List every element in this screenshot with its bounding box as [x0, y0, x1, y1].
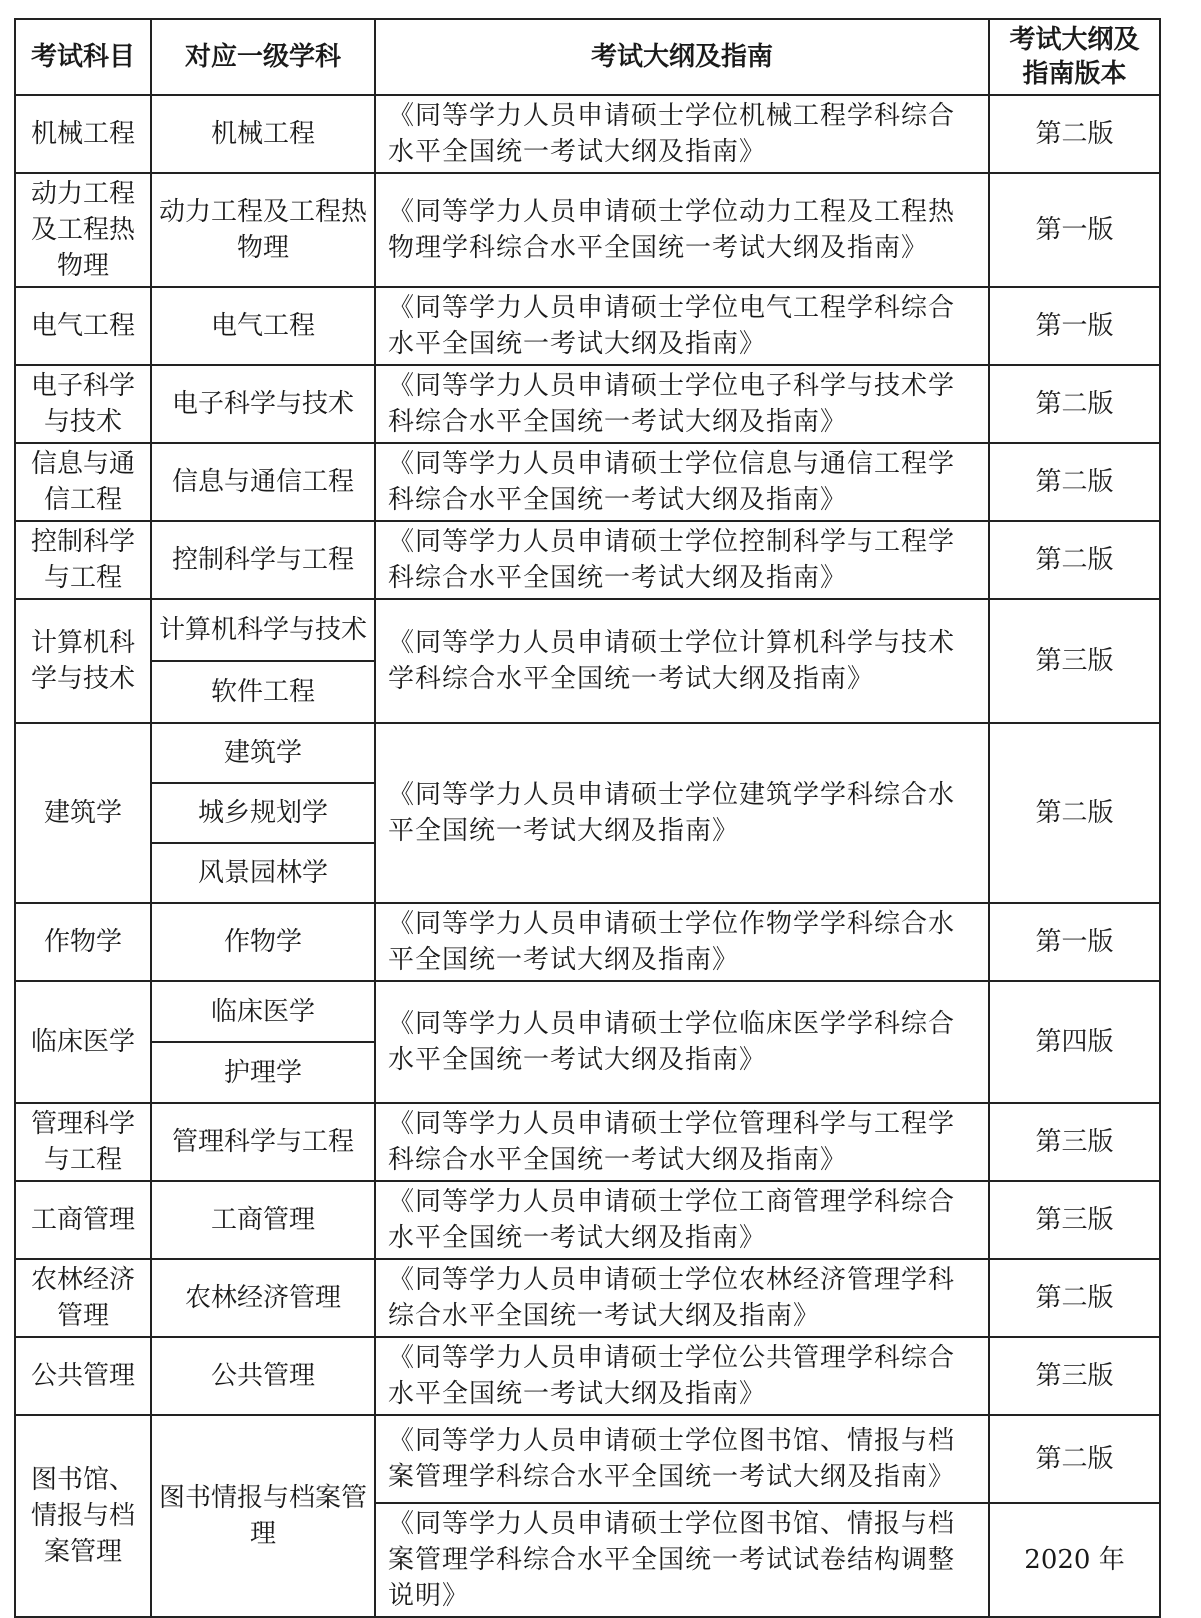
version-cell: 2020 年	[989, 1503, 1160, 1617]
table-row	[15, 723, 1160, 783]
guide-cell: 《同等学力人员申请硕士学位电子科学与技术学科综合水平全国统一考试大纲及指南》	[375, 365, 989, 443]
subject-cell: 计算机科学与技术	[15, 599, 151, 723]
table-row	[15, 365, 1160, 443]
guide-cell: 《同等学力人员申请硕士学位图书馆、情报与档案管理学科综合水平全国统一考试大纲及指南》	[375, 1415, 989, 1503]
table-body	[15, 95, 1160, 1617]
discipline-cell: 风景园林学	[151, 843, 375, 903]
discipline-cell: 电子科学与技术	[151, 365, 375, 443]
table-row	[15, 287, 1160, 365]
guide-cell: 《同等学力人员申请硕士学位信息与通信工程学科综合水平全国统一考试大纲及指南》	[375, 443, 989, 521]
table-row	[15, 599, 1160, 661]
version-cell: 第二版	[989, 723, 1160, 903]
guide-cell: 《同等学力人员申请硕士学位作物学学科综合水平全国统一考试大纲及指南》	[375, 903, 989, 981]
discipline-cell: 公共管理	[151, 1337, 375, 1415]
subject-cell: 作物学	[15, 903, 151, 981]
discipline-cell: 护理学	[151, 1042, 375, 1103]
subject-cell: 电气工程	[15, 287, 151, 365]
version-cell: 第三版	[989, 1337, 1160, 1415]
discipline-cell: 机械工程	[151, 95, 375, 173]
version-cell: 第三版	[989, 599, 1160, 723]
guide-cell: 《同等学力人员申请硕士学位工商管理学科综合水平全国统一考试大纲及指南》	[375, 1181, 989, 1259]
discipline-cell: 农林经济管理	[151, 1259, 375, 1337]
discipline-cell: 临床医学	[151, 981, 375, 1042]
table-row	[15, 1415, 1160, 1503]
table-row	[15, 981, 1160, 1042]
version-cell: 第一版	[989, 173, 1160, 287]
table-row	[15, 95, 1160, 173]
discipline-cell: 工商管理	[151, 1181, 375, 1259]
discipline-cell: 电气工程	[151, 287, 375, 365]
discipline-cell: 软件工程	[151, 661, 375, 723]
header-discipline: 对应一级学科	[151, 19, 375, 95]
table-row	[15, 443, 1160, 521]
subject-cell: 管理科学与工程	[15, 1103, 151, 1181]
header-subject: 考试科目	[15, 19, 151, 95]
guide-cell: 《同等学力人员申请硕士学位电气工程学科综合水平全国统一考试大纲及指南》	[375, 287, 989, 365]
version-cell: 第一版	[989, 903, 1160, 981]
discipline-cell: 控制科学与工程	[151, 521, 375, 599]
version-cell: 第一版	[989, 287, 1160, 365]
subject-cell: 公共管理	[15, 1337, 151, 1415]
subject-cell: 控制科学与工程	[15, 521, 151, 599]
subject-cell: 建筑学	[15, 723, 151, 903]
header-guide: 考试大纲及指南	[375, 19, 989, 95]
version-cell: 第二版	[989, 95, 1160, 173]
table-row	[15, 1181, 1160, 1259]
guide-cell: 《同等学力人员申请硕士学位临床医学学科综合水平全国统一考试大纲及指南》	[375, 981, 989, 1103]
table-row	[15, 1259, 1160, 1337]
version-cell: 第四版	[989, 981, 1160, 1103]
exam-subjects-table	[14, 18, 1161, 1618]
guide-cell: 《同等学力人员申请硕士学位管理科学与工程学科综合水平全国统一考试大纲及指南》	[375, 1103, 989, 1181]
table-header-row	[15, 19, 1160, 95]
subject-cell: 图书馆、情报与档案管理	[15, 1415, 151, 1617]
exam-table-page	[14, 18, 1161, 1618]
subject-cell: 工商管理	[15, 1181, 151, 1259]
table-row	[15, 173, 1160, 287]
version-cell: 第二版	[989, 443, 1160, 521]
discipline-cell: 图书情报与档案管理	[151, 1415, 375, 1617]
discipline-cell: 计算机科学与技术	[151, 599, 375, 661]
discipline-cell: 管理科学与工程	[151, 1103, 375, 1181]
discipline-cell: 建筑学	[151, 723, 375, 783]
subject-cell: 动力工程及工程热物理	[15, 173, 151, 287]
guide-cell: 《同等学力人员申请硕士学位动力工程及工程热物理学科综合水平全国统一考试大纲及指南》	[375, 173, 989, 287]
guide-cell: 《同等学力人员申请硕士学位农林经济管理学科综合水平全国统一考试大纲及指南》	[375, 1259, 989, 1337]
subject-cell: 临床医学	[15, 981, 151, 1103]
table-row	[15, 1103, 1160, 1181]
subject-cell: 农林经济管理	[15, 1259, 151, 1337]
guide-cell: 《同等学力人员申请硕士学位图书馆、情报与档案管理学科综合水平全国统一考试试卷结构调整说明》	[375, 1503, 989, 1617]
discipline-cell: 城乡规划学	[151, 783, 375, 843]
subject-cell: 电子科学与技术	[15, 365, 151, 443]
table-row	[15, 1337, 1160, 1415]
subject-cell: 信息与通信工程	[15, 443, 151, 521]
table-row	[15, 903, 1160, 981]
version-cell: 第二版	[989, 1415, 1160, 1503]
discipline-cell: 动力工程及工程热物理	[151, 173, 375, 287]
version-cell: 第二版	[989, 521, 1160, 599]
version-cell: 第二版	[989, 1259, 1160, 1337]
guide-cell: 《同等学力人员申请硕士学位建筑学学科综合水平全国统一考试大纲及指南》	[375, 723, 989, 903]
guide-cell: 《同等学力人员申请硕士学位控制科学与工程学科综合水平全国统一考试大纲及指南》	[375, 521, 989, 599]
discipline-cell: 作物学	[151, 903, 375, 981]
discipline-cell: 信息与通信工程	[151, 443, 375, 521]
guide-cell: 《同等学力人员申请硕士学位计算机科学与技术学科综合水平全国统一考试大纲及指南》	[375, 599, 989, 723]
guide-cell: 《同等学力人员申请硕士学位公共管理学科综合水平全国统一考试大纲及指南》	[375, 1337, 989, 1415]
subject-cell: 机械工程	[15, 95, 151, 173]
version-cell: 第三版	[989, 1181, 1160, 1259]
guide-cell: 《同等学力人员申请硕士学位机械工程学科综合水平全国统一考试大纲及指南》	[375, 95, 989, 173]
version-cell: 第二版	[989, 365, 1160, 443]
header-version: 考试大纲及指南版本	[989, 19, 1160, 95]
table-row	[15, 521, 1160, 599]
version-cell: 第三版	[989, 1103, 1160, 1181]
